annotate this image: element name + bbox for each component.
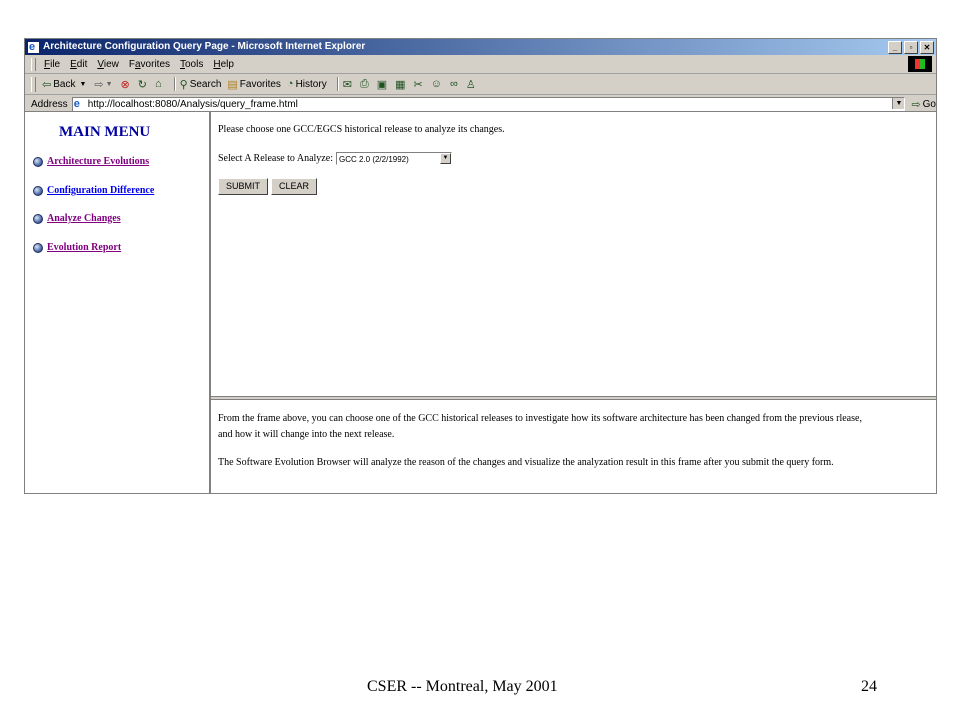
- back-label: Back: [53, 78, 76, 90]
- bullet-icon: [33, 214, 43, 224]
- release-select-row: [218, 152, 452, 165]
- nav-link-label: Architecture Evolutions: [47, 156, 150, 167]
- menu-file[interactable]: File: [44, 58, 61, 70]
- main-menu-title: MAIN MENU: [59, 124, 151, 140]
- windows-logo-icon: [908, 56, 932, 72]
- search-label: Search: [189, 78, 222, 90]
- form-buttons: [218, 178, 320, 195]
- search-button[interactable]: [180, 78, 222, 91]
- menu-tools[interactable]: Tools: [180, 58, 204, 70]
- home-icon: ⌂: [154, 78, 162, 90]
- go-label: Go: [922, 98, 936, 110]
- result-description-line2: and how it will change into the next release.: [218, 429, 395, 440]
- document-icon: ▦: [395, 78, 406, 91]
- result-frame: [211, 400, 936, 494]
- search-icon: ⚲: [179, 78, 188, 91]
- mail-icon: ✉: [342, 78, 352, 91]
- favorites-label: Favorites: [239, 78, 281, 90]
- menu-bar: [25, 55, 936, 74]
- close-button[interactable]: ✕: [920, 41, 934, 54]
- messenger-button[interactable]: [431, 78, 444, 90]
- submit-button[interactable]: SUBMIT: [218, 178, 268, 195]
- standard-toolbar: [25, 74, 936, 95]
- favorites-icon: ▤: [227, 78, 238, 91]
- edit-icon: ▣: [376, 78, 388, 91]
- maximize-button[interactable]: ▫: [904, 41, 918, 54]
- forward-button[interactable]: [94, 78, 114, 91]
- menu-frame: [25, 112, 211, 494]
- home-button[interactable]: [155, 78, 164, 90]
- menu-edit[interactable]: Edit: [70, 58, 88, 70]
- glasses-icon: ∞: [450, 78, 458, 90]
- nav-link-configuration-difference[interactable]: [33, 185, 154, 196]
- page-icon: e: [73, 97, 80, 110]
- history-icon: ◔: [286, 78, 294, 90]
- menu-view[interactable]: View: [97, 58, 119, 70]
- bullet-icon: [33, 157, 43, 167]
- cut-button[interactable]: [414, 78, 425, 91]
- address-dropdown-icon[interactable]: ▼: [892, 98, 904, 109]
- result-description-line1: From the frame above, you can choose one of the GCC historical releases to investigate how its software architecture has been changed from the previous rlease,: [218, 413, 862, 424]
- discuss-button[interactable]: [395, 78, 407, 91]
- chat-icon: ☺: [430, 78, 442, 90]
- nav-link-analyze-changes[interactable]: [33, 213, 121, 224]
- page-content: [25, 111, 936, 494]
- back-button[interactable]: [42, 78, 88, 91]
- scissors-icon: ✂: [413, 78, 423, 91]
- nav-link-label: Analyze Changes: [47, 213, 121, 224]
- forward-arrow-icon: ⇨: [94, 78, 104, 91]
- refresh-icon: ↻: [137, 78, 147, 91]
- address-input[interactable]: [72, 97, 906, 112]
- history-label: History: [295, 78, 327, 90]
- address-label: Address: [31, 98, 68, 110]
- window-controls: [888, 41, 934, 54]
- bullet-icon: [33, 186, 43, 196]
- nav-link-label: Configuration Difference: [47, 185, 155, 196]
- release-select-label: Select A Release to Analyze:: [218, 153, 333, 164]
- nav-link-evolution-report[interactable]: [33, 242, 121, 253]
- favorites-button[interactable]: [227, 78, 281, 91]
- nav-link-architecture-evolutions[interactable]: [33, 156, 149, 167]
- back-arrow-icon: ⇦: [42, 78, 52, 91]
- toolbar-separator: [337, 77, 339, 91]
- toolbar-separator: [174, 77, 176, 91]
- print-button[interactable]: [360, 78, 371, 91]
- query-intro-text: Please choose one GCC/EGCS historical release to analyze its changes.: [218, 124, 505, 135]
- forward-dropdown-icon[interactable]: ▼: [105, 80, 113, 88]
- refresh-button[interactable]: [138, 78, 149, 91]
- menu-help[interactable]: Help: [213, 58, 234, 70]
- title-bar: [25, 39, 936, 55]
- go-arrow-icon: ⇨: [911, 98, 921, 111]
- edit-button[interactable]: [377, 78, 389, 91]
- slide-footer-text: CSER -- Montreal, May 2001: [367, 678, 558, 695]
- address-url[interactable]: http://localhost:8080/Analysis/query_frame.html: [87, 98, 298, 110]
- mail-button[interactable]: [343, 78, 354, 91]
- browser-window: [24, 38, 937, 494]
- result-description-line3: The Software Evolution Browser will analyze the reason of the changes and visualize the analyzation result in this frame after you submit the query form.: [218, 457, 834, 468]
- stop-icon: ⊗: [120, 78, 130, 91]
- history-button[interactable]: [287, 78, 327, 90]
- back-dropdown-icon[interactable]: ▼: [79, 80, 87, 88]
- release-select[interactable]: [336, 152, 452, 165]
- ie-icon: [28, 42, 39, 53]
- slide-page-number: 24: [861, 678, 877, 695]
- menu-favorites[interactable]: Favorites: [128, 58, 170, 70]
- user-button[interactable]: [466, 78, 478, 91]
- menu-grip[interactable]: [31, 58, 36, 71]
- nav-link-label: Evolution Report: [47, 242, 122, 253]
- window-title: Architecture Configuration Query Page - Microsoft Internet Explorer: [43, 41, 366, 52]
- release-select-value: GCC 2.0 (2/2/1992): [338, 155, 409, 164]
- go-button[interactable]: [911, 98, 936, 111]
- clear-button[interactable]: CLEAR: [271, 178, 317, 195]
- select-dropdown-icon[interactable]: ▼: [440, 153, 451, 164]
- print-icon: ⎙: [359, 77, 369, 90]
- minimize-button[interactable]: _: [888, 41, 902, 54]
- query-frame: [211, 112, 936, 396]
- toolbar-grip[interactable]: [31, 77, 36, 92]
- bullet-icon: [33, 243, 43, 253]
- research-button[interactable]: [450, 78, 460, 90]
- stop-button[interactable]: [121, 78, 132, 91]
- user-icon: ♙: [465, 78, 476, 91]
